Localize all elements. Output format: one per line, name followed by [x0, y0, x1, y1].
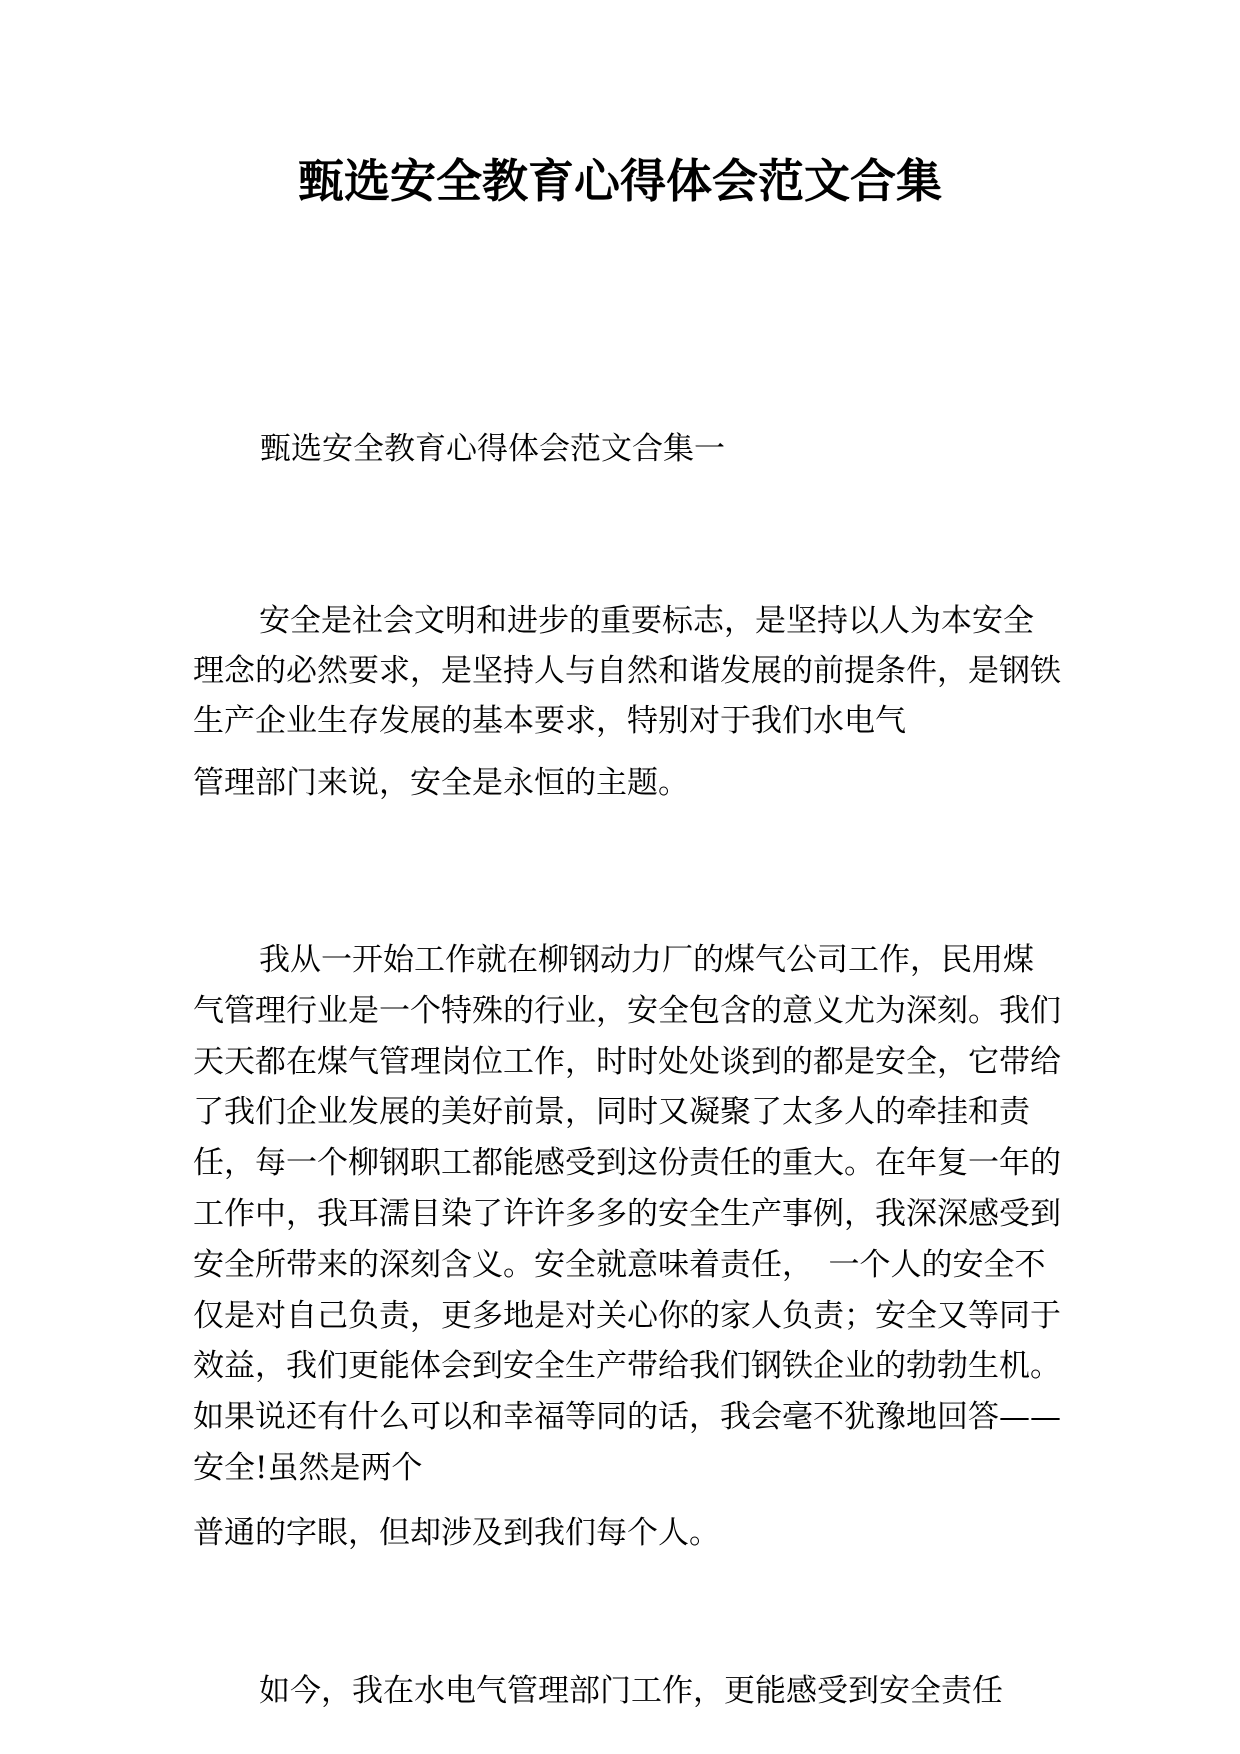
section-heading: 甄选安全教育心得体会范文合集一 — [260, 431, 725, 467]
paragraph-3-body: 如今，我在水电气管理部门工作，更能感受到安全责任 — [259, 1673, 1003, 1709]
paragraph-2-body: 我从一开始工作就在柳钢动力厂的煤气公司工作，民用煤气管理行业是一个特殊的行业，安全包含的意义尤为深刻。我们天天都在煤气管理岗位工作，时时处处谈到的都是安全，它带给了我们企业发展的美好前景，同时又凝聚了太多人的牵挂和责任，每一个柳钢职工都能感受到这份责任的重大。在年复一年的工作中，我耳濡目染了许许多多的安全生产事例，我深深感受到安全所带来的深刻含义。安全就意味着责任， 一个人的安全不仅是对自己负责，更多地是对关心你的家人负责；安全又等同于效益，我们更能体会到安全生产带给我们钢铁企业的勃勃生机。如果说还有什么可以和幸福等同的话，我会毫不犹豫地回答——安全!虽然是两个 — [193, 942, 1061, 1486]
paragraph-1-last-line: 管理部门来说，安全是永恒的主题。 — [193, 765, 689, 801]
paragraph-2-last-line: 普通的字眼，但却涉及到我们每个人。 — [193, 1514, 720, 1551]
paragraph-1 — [193, 596, 1061, 808]
paragraph-1-body: 安全是社会文明和进步的重要标志，是坚持以人为本安全理念的必然要求，是坚持人与自然和谐发展的前提条件，是钢铁生产企业生存发展的基本要求，特别对于我们水电气 — [193, 603, 1061, 739]
paragraph-2 — [193, 935, 1061, 1559]
paragraph-3 — [193, 1666, 1061, 1716]
document-title: 甄选安全教育心得体会范文合集 — [298, 154, 942, 208]
